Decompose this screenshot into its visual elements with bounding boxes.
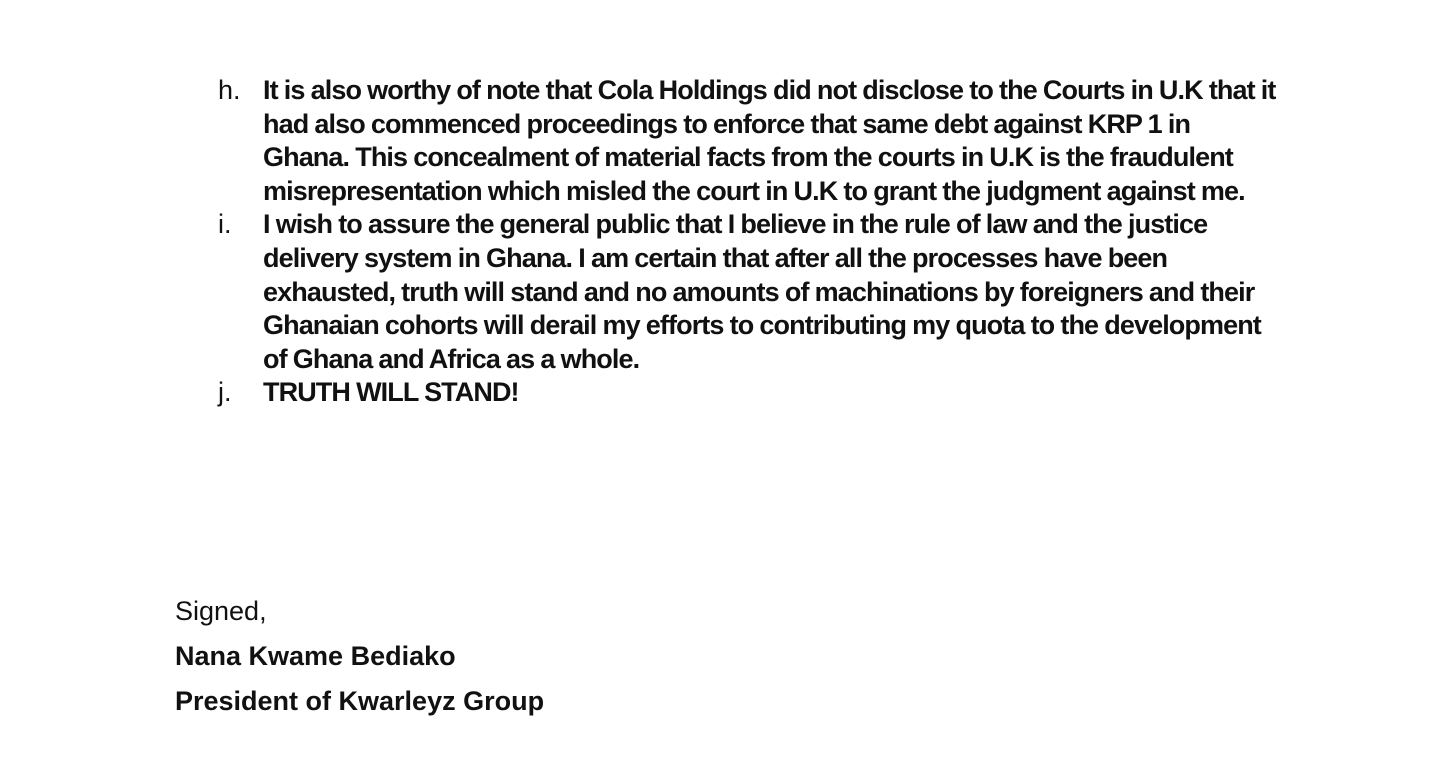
signature-block — [175, 589, 544, 724]
list-item-text: TRUTH WILL STAND! — [263, 377, 519, 408]
signed-label: Signed, — [175, 596, 267, 626]
signatory-name: Nana Kwame Bediako — [175, 641, 456, 671]
statement-list — [218, 74, 1298, 410]
list-item-text: I wish to assure the general public that I believe in the rule of law and the justice delivery system in Ghana. I am certain that after all the processes have been exhausted, truth will stand and no amounts of machinations by foreigners and their Ghanaian cohorts will derail my efforts to contributing my quota to the development of Ghana and Africa as a whole. — [263, 209, 1261, 374]
list-item — [218, 208, 1298, 376]
list-marker: j. — [218, 377, 232, 408]
list-item — [218, 376, 1298, 410]
list-marker: h. — [218, 75, 241, 105]
signatory-title: President of Kwarleyz Group — [175, 686, 545, 716]
list-marker: i. — [218, 209, 232, 240]
list-item-text: It is also worthy of note that Cola Holdings did not disclose to the Courts in U.K that it had also commenced proceedings to enforce that same debt against KRP 1 in Ghana. This concealment of material facts from the courts in U.K is the fraudulent misrepresentation which misled the court in U.K to grant the judgment against me. — [263, 75, 1276, 206]
list-item — [218, 74, 1298, 208]
